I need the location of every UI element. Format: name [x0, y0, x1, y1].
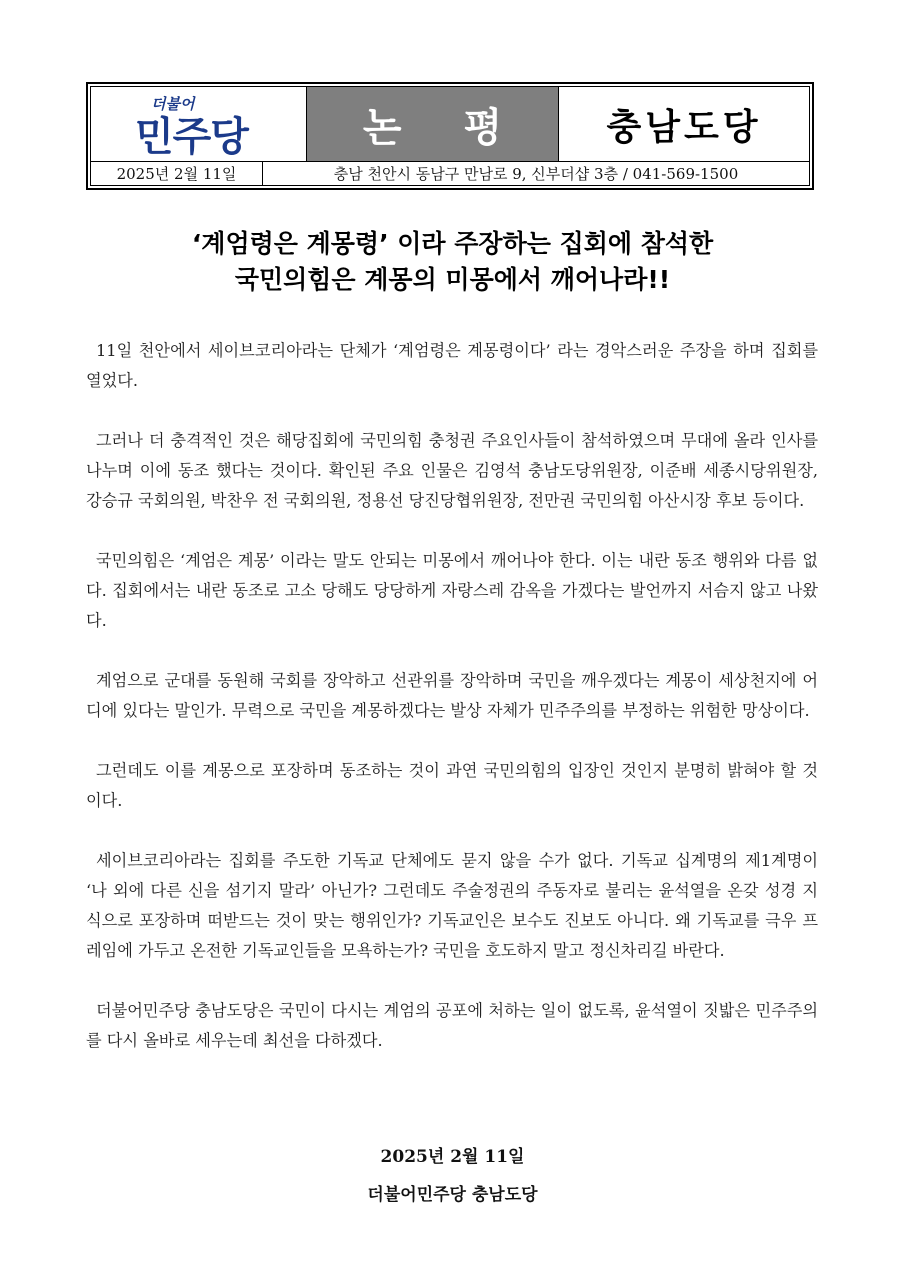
party-logo — [91, 87, 307, 161]
body-paragraph: 더불어민주당 충남도당은 국민이 다시는 계엄의 공포에 처하는 일이 없도록, 윤석열이 짓밟은 민주주의를 다시 올바로 세우는데 최선을 다하겠다. — [86, 1001, 818, 1050]
signature-date: 2025년 2월 11일 — [380, 1147, 525, 1167]
document-type-text: 논 평 — [362, 103, 527, 151]
title-line-1: ‘계엄령은 계몽령’ 이라 주장하는 집회에 참석한 — [191, 229, 714, 258]
signature-org: 더불어민주당 충남도당 — [367, 1185, 538, 1205]
press-release-header — [86, 82, 814, 190]
body-paragraph: 계엄으로 군대를 동원해 국회를 장악하고 선관위를 장악하며 국민을 깨우겠다는 계몽이 세상천지에 어디에 있다는 말인가. 무력으로 국민을 계몽하겠다는 발상 자체가 민주주의를 부정하는 위험한 망상이다. — [86, 671, 818, 720]
organization-name: 충남도당 — [606, 106, 762, 148]
title-line-2: 국민의힘은 계몽의 미몽에서 깨어나라!! — [234, 265, 671, 294]
body-paragraph: 국민의힘은 ‘계엄은 계몽’ 이라는 말도 안되는 미몽에서 깨어나야 한다. 이는 내란 동조 행위와 다름 없다. 집회에서는 내란 동조로 고소 당해도 당당하게 자랑스레 감옥을 가겠다는 발언까지 서슴지 않고 나왔다. — [86, 551, 818, 630]
body-paragraph: 그런데도 이를 계몽으로 포장하며 동조하는 것이 과연 국민의힘의 입장인 것인지 분명히 밝혀야 할 것이다. — [86, 761, 818, 810]
body-paragraph: 11일 천안에서 세이브코리아라는 단체가 ‘계엄령은 계몽령이다’ 라는 경악스러운 주장을 하며 집회를 열었다. — [86, 341, 818, 390]
signature-block — [0, 1138, 905, 1214]
logo-big-text: 민주당 — [135, 114, 248, 160]
organization-cell — [559, 87, 809, 161]
body-paragraph: 그러나 더 충격적인 것은 해당집회에 국민의힘 충청권 주요인사들이 참석하였으며 무대에 올라 인사를 나누며 이에 동조 했다는 것이다. 확인된 주요 인물은 김영석 충남도당위원장, 이준배 세종시당위원장, 강승규 국회의원, 박찬우 전 국회의원, 정용선 당진당협위원장, 전만권 국민의힘 아산시장 후보 등이다. — [86, 431, 818, 510]
document-title — [60, 226, 845, 298]
header-inner-frame — [90, 86, 810, 186]
document-type-label — [307, 87, 559, 161]
header-date: 2025년 2월 11일 — [91, 162, 263, 185]
header-info-row — [91, 161, 809, 185]
header-address: 충남 천안시 동남구 만남로 9, 신부더샵 3층 / 041-569-1500 — [333, 165, 739, 183]
body-paragraph: 세이브코리아라는 집회를 주도한 기독교 단체에도 묻지 않을 수가 없다. 기독교 십계명의 제1계명이 ‘나 외에 다른 신을 섬기지 말라’ 아닌가? 그런데도 주술정권의 주동자로 불리는 윤석열을 온갖 성경 지식으로 포장하며 떠받드는 것이 맞는 행위인가? 기독교인은 보수도 진보도 아니다. 왜 기독교를 극우 프레임에 가두고 온전한 기독교인들을 모욕하는가? 국민을 호도하지 말고 정신차리길 바란다. — [86, 851, 818, 960]
logo-small-text: 더불어 — [151, 95, 195, 113]
document-body — [86, 336, 818, 1086]
